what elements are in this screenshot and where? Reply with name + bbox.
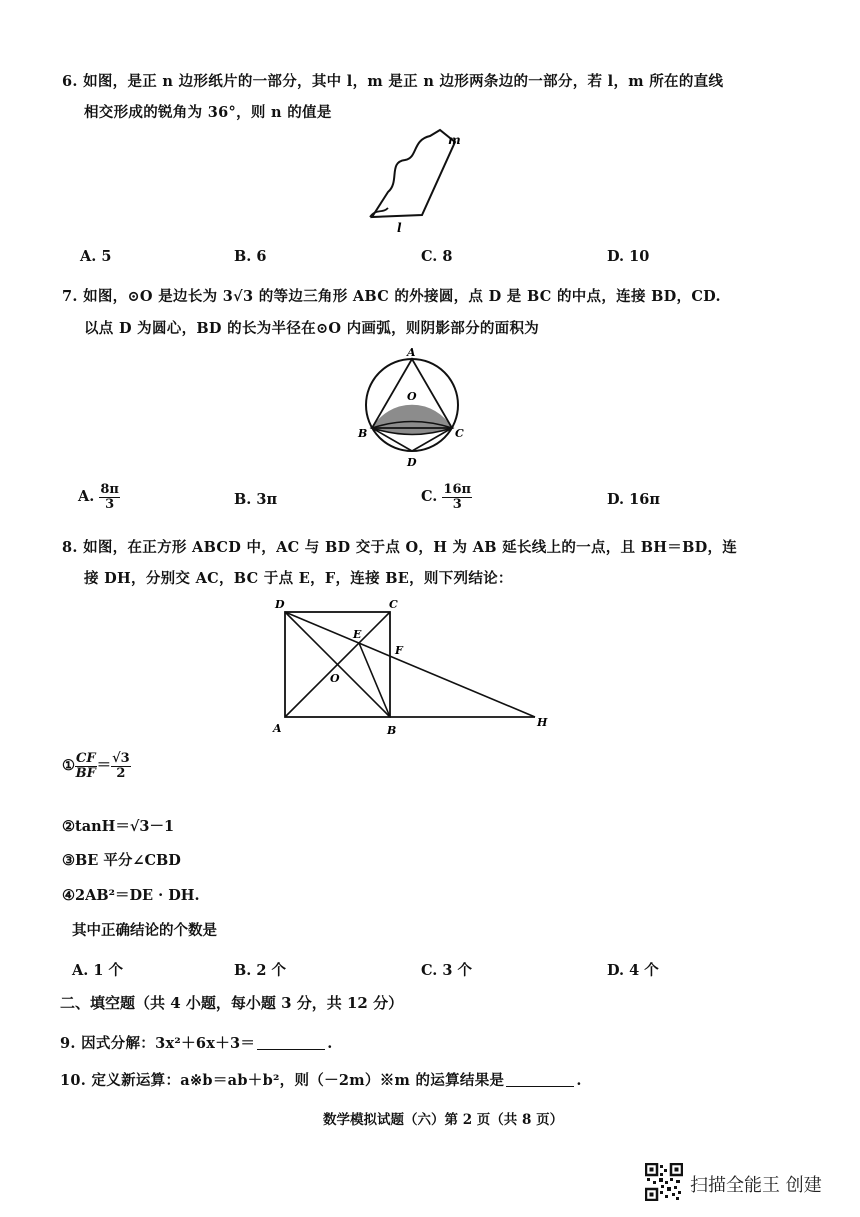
q6-option-a: A. 5	[80, 248, 112, 265]
q8-option-d: D. 4 个	[607, 962, 659, 979]
q7-option-a-letter: A.	[78, 488, 95, 506]
q7-option-b	[234, 491, 277, 508]
fig6-label-m: m	[448, 133, 461, 147]
fig8-label-f: F	[395, 644, 403, 657]
q8-line2: 接 DH，分别交 AC，BC 于点 E，F，连接 BE，则下列结论：	[84, 570, 513, 587]
fig7-label-c: C	[455, 427, 464, 440]
q7-option-a-num: 8π	[100, 482, 119, 497]
q8-c1-den: BF	[75, 765, 96, 781]
fig8-label-b: B	[387, 724, 397, 737]
fig7-label-a: A	[407, 346, 416, 359]
q8-c1-right-frac	[111, 752, 131, 780]
q8-c1-eq: ＝	[96, 757, 112, 775]
q8-figure	[265, 592, 555, 742]
q6-line1: 6. 如图，是正 n 边形纸片的一部分，其中 l，m 是正 n 边形两条边的一部分，若 l，m 所在的直线	[62, 73, 724, 90]
q8-line1: 8. 如图，在正方形 ABCD 中，AC 与 BD 交于点 O，H 为 AB 延长线上的一点，且 BH＝BD，连	[62, 539, 738, 556]
fig8-label-h: H	[537, 716, 548, 729]
q8-conclusion-1	[62, 752, 131, 780]
q9-answer-blank[interactable]	[257, 1035, 325, 1050]
q8-option-b: B. 2 个	[234, 962, 286, 979]
fig8-label-c: C	[389, 598, 398, 611]
q7-option-d-letter: D.	[607, 491, 625, 508]
q9-text: 9. 因式分解：3x²＋6x＋3＝	[60, 1035, 256, 1052]
fig8-label-e: E	[353, 628, 362, 641]
q7-option-c-fraction	[442, 483, 472, 511]
page-footer: 数学模拟试题（六）第 2 页（共 8 页）	[323, 1112, 564, 1128]
watermark-text: 扫描全能王 创建	[690, 1175, 822, 1196]
q8-option-a: A. 1 个	[72, 962, 123, 979]
q7-option-c-num: 16π	[443, 482, 472, 497]
fig7-label-b: B	[358, 427, 368, 440]
q7-option-a-den: 3	[105, 496, 115, 512]
q8-ask: 其中正确结论的个数是	[72, 922, 217, 939]
q7-option-a	[78, 483, 120, 511]
fig8-label-a: A	[273, 722, 282, 735]
q6-line2: 相交形成的锐角为 36°，则 n 的值是	[84, 104, 332, 121]
q6-option-c: C. 8	[421, 248, 453, 265]
q8-conclusion-3: ③BE 平分∠CBD	[62, 852, 181, 869]
fig7-label-o: O	[407, 390, 417, 403]
q8-c1-num: CF	[76, 751, 96, 766]
q6-option-b: B. 6	[234, 248, 267, 265]
q7-option-b-letter: B.	[234, 491, 252, 508]
q10	[60, 1069, 582, 1090]
q7-figure	[350, 345, 480, 470]
fig6-label-l: l	[397, 221, 402, 235]
q7-option-c-den: 3	[452, 496, 462, 512]
section-fill-in-heading: 二、填空题（共 4 小题，每小题 3 分，共 12 分）	[60, 994, 404, 1012]
q7-option-a-fraction	[99, 483, 120, 511]
q8-c1-mark: ①	[62, 757, 75, 775]
q9-period: .	[327, 1035, 333, 1052]
q7-line2: 以点 D 为圆心，BD 的长为半径在⊙O 内画弧，则阴影部分的面积为	[84, 320, 540, 337]
q6-figure	[360, 122, 470, 237]
q8-c1-rden: 2	[116, 765, 126, 781]
q10-text: 10. 定义新运算：a※b＝ab＋b²，则（－2m）※m 的运算结果是	[60, 1072, 505, 1089]
fig8-label-o: O	[330, 672, 340, 685]
q7-line1: 7. 如图，⊙O 是边长为 3√3 的等边三角形 ABC 的外接圆，点 D 是 BC 的中点，连接 BD，CD.	[62, 288, 721, 305]
q7-option-b-text: 3π	[256, 491, 278, 508]
q8-c1-left-frac	[75, 752, 97, 780]
q10-period: .	[576, 1072, 582, 1089]
q6-option-d: D. 10	[607, 248, 650, 265]
q7-option-c	[421, 483, 472, 511]
q8-option-c: C. 3 个	[421, 962, 473, 979]
fig7-label-d: D	[407, 456, 417, 469]
q9	[60, 1032, 333, 1053]
q7-option-d-text: 16π	[629, 491, 660, 508]
q8-conclusion-2: ②tanH＝√3－1	[62, 818, 175, 835]
fig8-label-d: D	[275, 598, 285, 611]
q7-option-d	[607, 491, 660, 508]
q8-conclusion-4: ④2AB²＝DE · DH.	[62, 887, 200, 904]
q8-c1-rnum: √3	[112, 751, 130, 766]
qr-code-icon	[645, 1163, 683, 1201]
q7-option-c-letter: C.	[421, 488, 438, 506]
q10-answer-blank[interactable]	[506, 1072, 574, 1087]
